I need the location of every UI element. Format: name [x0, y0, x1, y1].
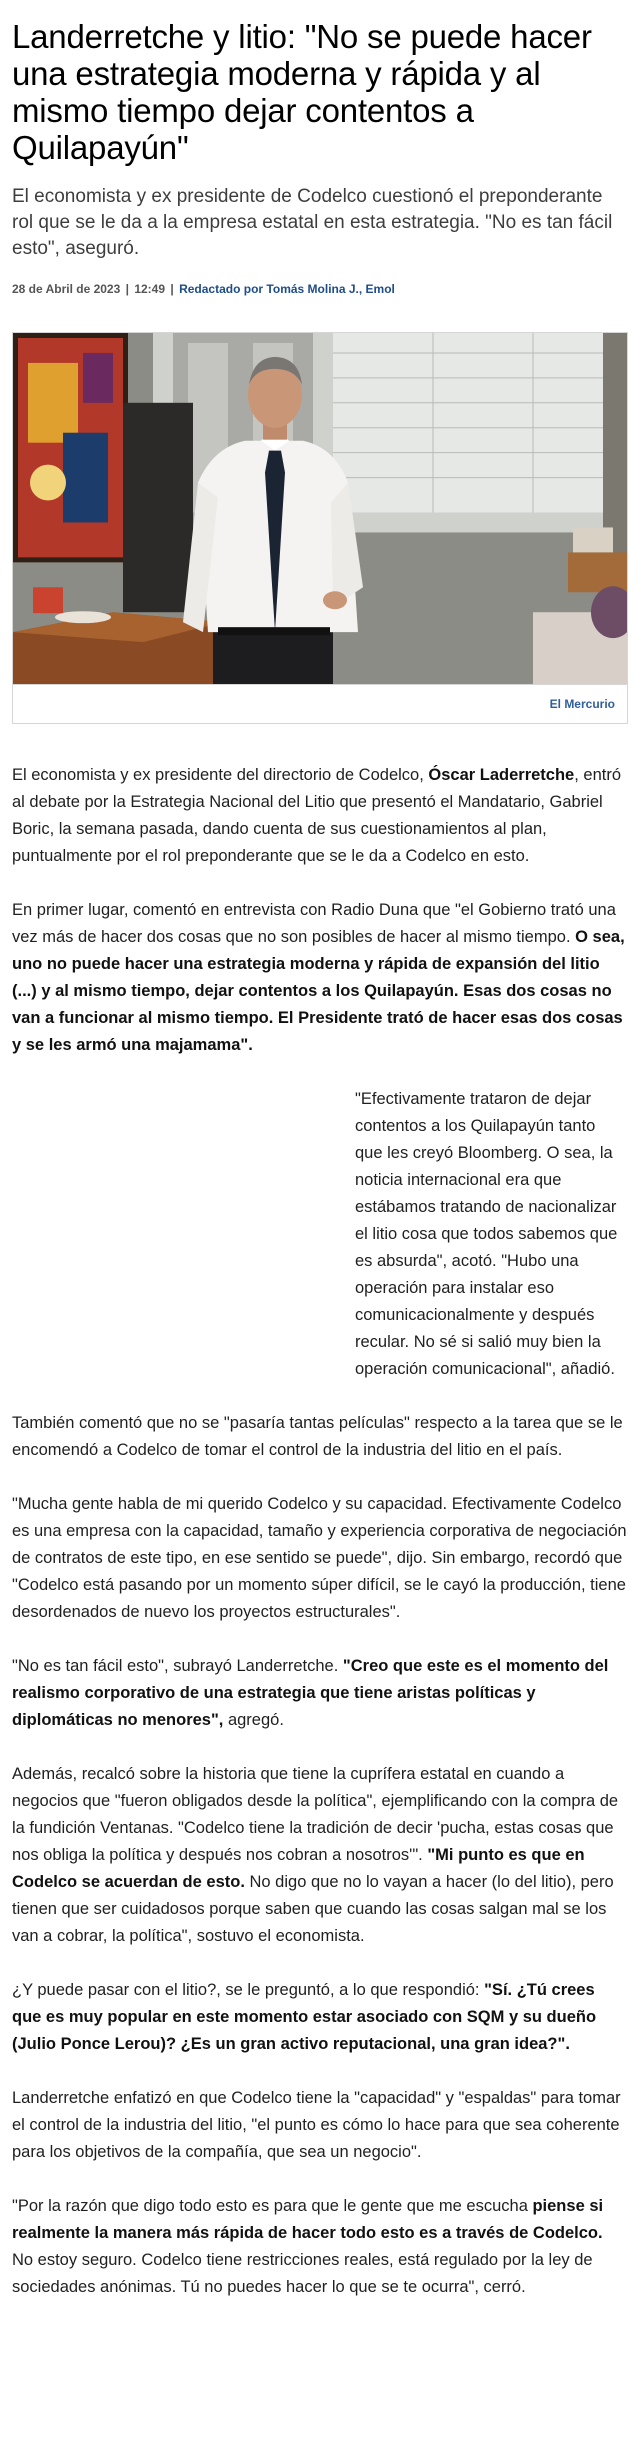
paragraph-text: "Mucha gente habla de mi querido Codelco y su capacidad. Efectivamente Codelco es una empresa con la capacidad, tamaño y experiencia corporativa de negociación de contratos de este tipo, en ese sentido se puede", dijo. Sin embargo, recordó que "Codelco está pasando por un momento súper difícil, se le cayó la producción, tiene desordenados de nuevo los proyectos estructurales".: [12, 1495, 627, 1621]
paragraph-text: No digo que no lo vayan a hacer (lo del litio), pero tienen que ser cuidadosos porque saben que cuando las cosas salgan mal se los van a cobrar, la política", sostuvo el economista.: [12, 1873, 614, 1945]
paragraph-text: , entró al debate por la Estrategia Nacional del Litio que presentó el Mandatario, Gabriel Boric, la semana pasada, dando cuenta de sus cuestionamientos al plan, puntualmente por el rol preponderante que se le da a Codelco en esto.: [12, 766, 622, 865]
paragraph-text: El economista y ex presidente del directorio de Codelco,: [12, 766, 429, 784]
paragraph-text: También comentó que no se "pasaría tantas películas" respecto a la tarea que se le encomendó a Codelco de tomar el control de la industria del litio en el país.: [12, 1414, 623, 1459]
paragraph: [12, 2193, 628, 2301]
paragraph-text: Landerretche enfatizó en que Codelco tiene la "capacidad" y "espaldas" para tomar el control de la industria del litio, "el punto es cómo lo hace para que sea coherente para los objetivos de la compañía, que sea un negocio".: [12, 2089, 621, 2161]
man-in-office-photo: [13, 333, 627, 685]
byline-separator: |: [125, 282, 129, 296]
article-photo[interactable]: [12, 332, 628, 724]
paragraph-text: "No es tan fácil esto", subrayó Landerretche.: [12, 1657, 343, 1675]
paragraph: [12, 1977, 628, 2058]
paragraph-bold: O sea, uno no puede hacer una estrategia moderna y rápida de expansión del litio (...) y al mismo tiempo, dejar contentos a los Quilapayún. Esas dos cosas no van a funcionar al mismo tiempo. El Presidente trató de hacer esas dos cosas y se les armó una majamama".: [12, 928, 625, 1054]
pull-quote: "Efectivamente trataron de dejar contentos a los Quilapayún tanto que les creyó Bloomberg. O sea, la noticia internacional era que estábamos tratando de nacionalizar el litio cosa que todos sabemos que es absurda", acotó. "Hubo una operación para instalar eso comunicacionalmente y después recular. No sé si salió muy bien la operación comunicacional", añadió.: [355, 1090, 618, 1378]
byline: [12, 282, 628, 296]
paragraph-bold: Óscar Laderretche: [428, 766, 575, 784]
paragraph-text: En primer lugar, comentó en entrevista con Radio Duna que "el Gobierno trató una vez más de hacer dos cosas que no son posibles de hacer al mismo tiempo.: [12, 901, 616, 946]
paragraph-text: "Por la razón que digo todo esto es para que le gente que me escucha: [12, 2197, 533, 2215]
article-body: [12, 762, 628, 2301]
paragraph-bold: "Creo que este es el momento del realismo corporativo de una estrategia que tiene aristas políticas y diplomáticas no menores",: [12, 1657, 609, 1729]
paragraph-bold: "Sí. ¿Tú crees que es muy popular en este momento estar asociado con SQM y su dueño (Julio Ponce Lerou)? ¿Es un gran activo reputacional, una gran idea?".: [12, 1981, 597, 2053]
paragraph-bold: piense si realmente la manera más rápida de hacer todo esto es a través de Codelco.: [12, 2197, 604, 2242]
paragraph: [12, 762, 628, 870]
paragraph: [12, 1653, 628, 1734]
paragraph-text: Además, recalcó sobre la historia que tiene la cuprífera estatal en cuando a negocios que "fueron obligados desde la política", ejemplificando con la compra de la fundición Ventanas. "Codelco tiene la tradición de decir 'pucha, estas cosas que nos obliga la política y después nos cobran a nosotros'".: [12, 1765, 619, 1864]
lead: El economista y ex presidente de Codelco cuestionó el preponderante rol que se le da a la empresa estatal en esta estrategia. "No es tan fácil esto", aseguró.: [12, 186, 613, 259]
byline-date: 28 de Abril de 2023: [12, 282, 121, 296]
paragraph: [12, 897, 628, 1059]
byline-author-link[interactable]: Redactado por Tomás Molina J., Emol: [179, 282, 395, 296]
paragraph-text: ¿Y puede pasar con el litio?, se le preguntó, a lo que respondió:: [12, 1981, 485, 1999]
photo-credit: El Mercurio: [549, 697, 615, 711]
headline: Landerretche y litio: "No se puede hacer una estrategia moderna y rápida y al mismo tiempo dejar contentos a Quilapayún": [12, 18, 592, 166]
paragraph-text: No estoy seguro. Codelco tiene restricciones reales, está regulado por la ley de sociedades anónimas. Tú no puedes hacer lo que se te ocurra", cerró.: [12, 2251, 593, 2296]
byline-time: 12:49: [134, 282, 166, 296]
byline-separator: |: [170, 282, 174, 296]
paragraph: [12, 1410, 628, 1464]
paragraph-text: agregó.: [223, 1711, 284, 1729]
paragraph-bold: "Mi punto es que en Codelco se acuerdan de esto.: [12, 1846, 585, 1891]
paragraph: [12, 1761, 628, 1950]
paragraph: [12, 2085, 628, 2166]
paragraph: [12, 1491, 628, 1626]
